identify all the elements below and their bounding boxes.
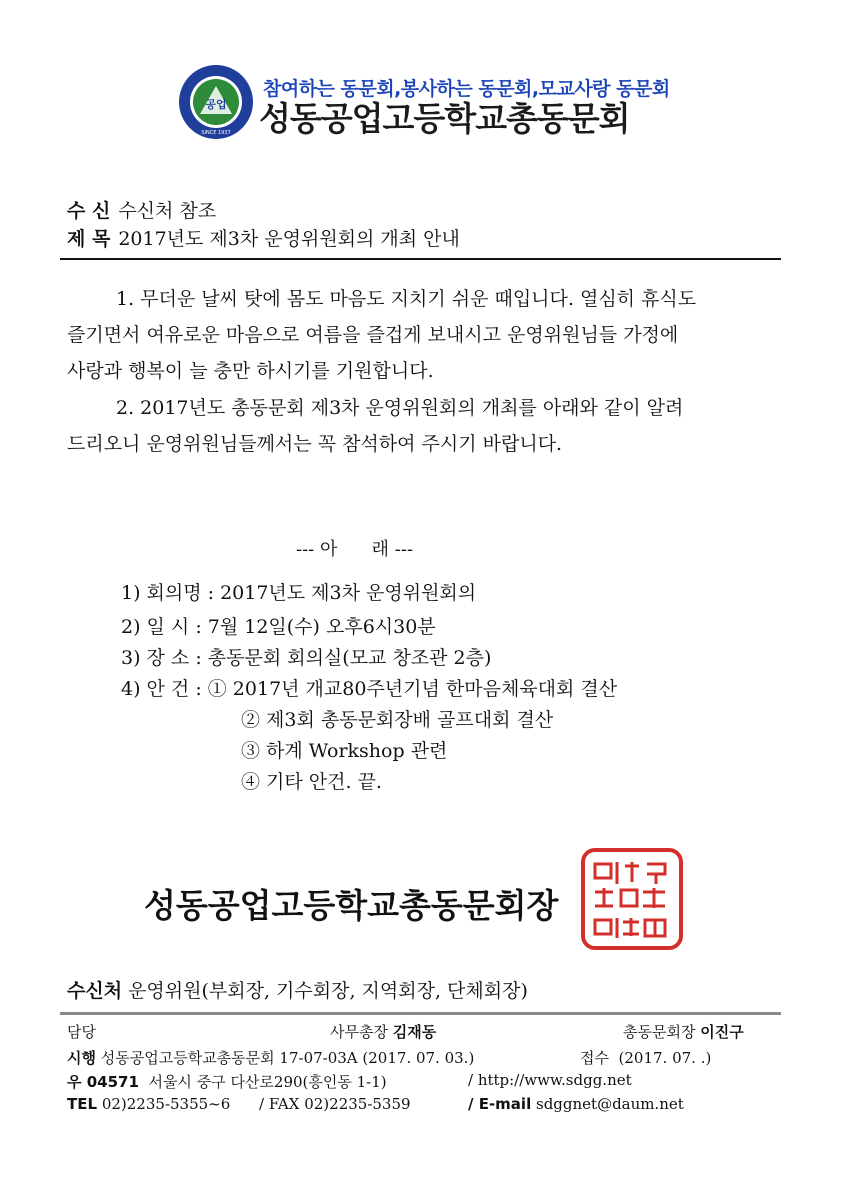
agenda-item: 2) 일 시 : 7월 12일(수) 오후6시30분 <box>121 616 436 638</box>
logo-center-text: 공업 <box>205 98 227 111</box>
para1-line2: 즐기면서 여유로운 마음으로 여름을 즐겁게 보내시고 운영위원님들 가정에 <box>67 324 679 346</box>
email-label: / E-mail <box>468 1095 532 1113</box>
para1-line3: 사랑과 행복이 늘 충만 하시기를 기원합니다. <box>67 360 434 382</box>
zip-label: 우 04571 <box>67 1073 139 1091</box>
recipient-line <box>67 196 216 223</box>
recipients-label: 수신처 <box>67 980 123 1002</box>
president-label: 총동문회장 <box>623 1023 696 1041</box>
tel-value: 02)2235-5355~6 <box>101 1095 231 1113</box>
para2-line2: 드리오니 운영위원님들께서는 꼭 참석하여 주시기 바랍니다. <box>67 433 563 455</box>
agenda-sub-item: ③ 하계 Workshop 관련 <box>241 740 448 762</box>
recipients-value: 운영위원(부회장, 기수회장, 지역회장, 단체회장) <box>128 980 528 1002</box>
para1-line1: 1. 무더운 날씨 탓에 몸도 마음도 지치기 쉬운 때입니다. 열심히 휴식도 <box>116 288 697 310</box>
agenda-sub-item: ② 제3회 총동문회장배 골프대회 결산 <box>241 709 554 731</box>
email-line <box>468 1095 684 1113</box>
agenda-sub-item: ④ 기타 안건. 끝. <box>241 771 382 793</box>
tel-line <box>67 1095 230 1113</box>
subject-label: 제 목 <box>67 228 111 250</box>
recipient-label: 수 신 <box>67 200 111 222</box>
para2-line1: 2. 2017년도 총동문회 제3차 운영위원회의 개최를 아래와 같이 알려 <box>116 397 684 419</box>
official-seal <box>581 848 683 950</box>
email-link[interactable]: sdggnet@daum.net <box>536 1095 684 1113</box>
issue-value: 성동공업고등학교총동문회 17-07-03A (2017. 07. 03.) <box>100 1049 475 1067</box>
organization-name: 성동공업고등학교총동문회 <box>259 99 630 138</box>
president-line <box>623 1021 744 1042</box>
secretary-line <box>330 1021 436 1042</box>
agenda-item: 3) 장 소 : 총동문회 회의실(모교 창조관 2층) <box>121 647 492 669</box>
signature-text: 성동공업고등학교총동문회장 <box>144 886 559 925</box>
slogan: 참여하는 동문회,봉사하는 동문회,모교사랑 동문회 <box>263 78 670 100</box>
issue-line <box>67 1047 474 1068</box>
logo-since-text: SINCE 1937 <box>201 130 231 136</box>
president-name: 이진구 <box>700 1023 744 1041</box>
alumni-logo <box>178 64 254 140</box>
issue-label: 시행 <box>67 1049 96 1067</box>
header-divider <box>60 258 781 260</box>
address: 서울시 중구 다산로290(흥인동 1-1) <box>148 1073 387 1091</box>
receipt-line <box>580 1047 711 1068</box>
agenda-item: 4) 안 건 : ① 2017년 개교80주년기념 한마음체육대회 결산 <box>121 678 618 700</box>
subject-value: 2017년도 제3차 운영위원회의 개최 안내 <box>118 228 460 250</box>
charge-label: 담당 <box>67 1023 96 1041</box>
receipt-value: (2017. 07. .) <box>618 1049 712 1067</box>
agenda-item: 1) 회의명 : 2017년도 제3차 운영위원회의 <box>121 582 477 604</box>
subject-line <box>67 224 460 251</box>
fax-line: / FAX 02)2235-5359 <box>259 1095 411 1113</box>
tel-label: TEL <box>67 1095 98 1113</box>
address-line <box>67 1071 387 1092</box>
agenda-heading: --- 아 래 --- <box>296 539 414 560</box>
secretary-label: 사무총장 <box>330 1023 388 1041</box>
website-link[interactable]: / http://www.sdgg.net <box>468 1071 632 1089</box>
recipient-value: 수신처 참조 <box>118 200 217 222</box>
footer-divider <box>60 1012 781 1015</box>
secretary-name: 김재동 <box>392 1023 437 1041</box>
receipt-label: 접수 <box>580 1049 609 1067</box>
recipients-line <box>67 976 528 1003</box>
